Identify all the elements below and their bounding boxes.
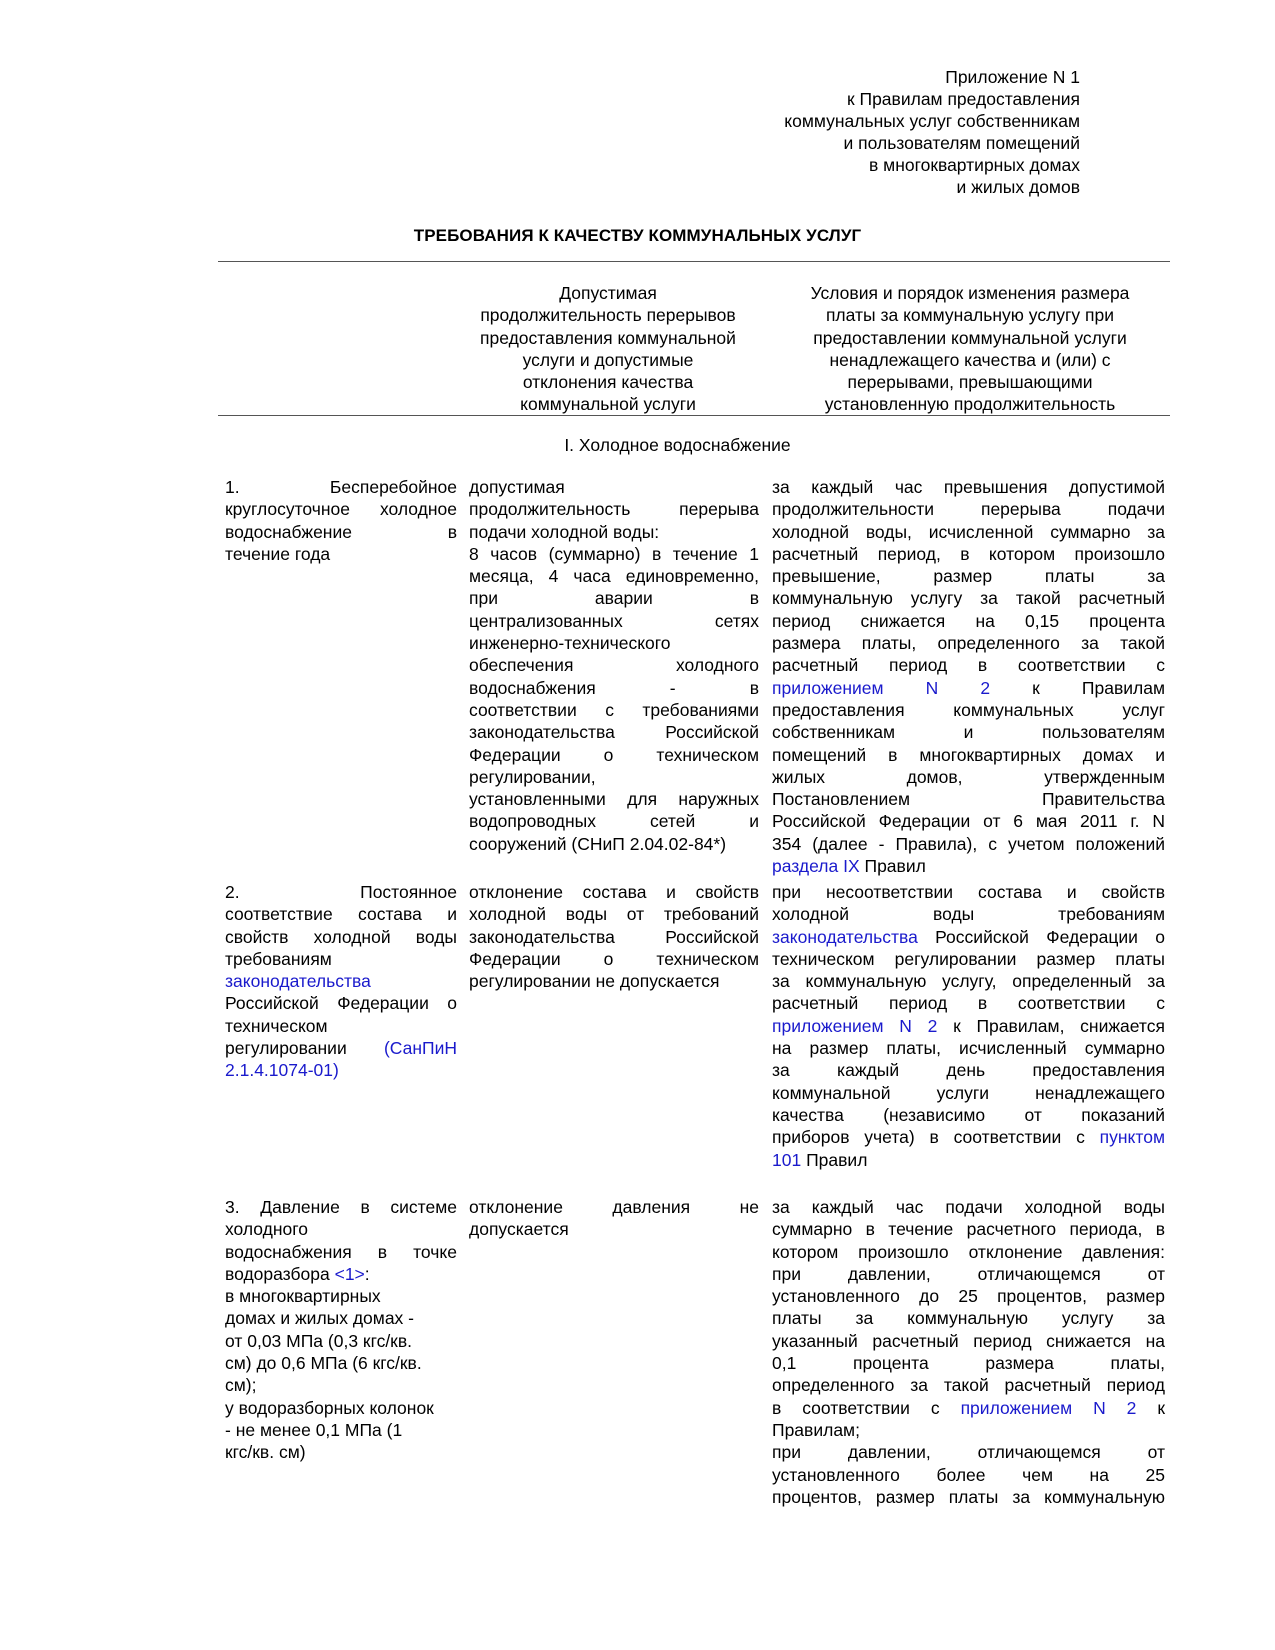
text-line: за каждый день предоставления [772,1060,1165,1081]
text-fragment: регулировании [225,1038,347,1059]
text-line: законодательства Российской [469,722,759,743]
appendix-header [784,66,1080,198]
text-line: круглосуточное холодное [225,499,457,520]
text-line: Правилам; [772,1419,860,1440]
section-ix-link[interactable]: раздела IX [772,856,860,877]
text-line: свойств холодной воды [225,926,457,947]
header-line: коммунальной услуги [520,394,696,415]
text-line: домах и жилых домах - [225,1308,414,1329]
text-line: период снижается на 0,15 процента [772,610,1165,631]
row2-service [225,881,457,1082]
header-line: перерывами, превышающими [847,372,1093,393]
text-line: месяца, 4 часа единовременно, [469,566,759,587]
text-line [772,677,1165,699]
text-line: Федерации о техническом [469,948,759,969]
text-fragment: к Правилам [1032,677,1165,698]
row3-payment-conditions [772,1196,1165,1508]
text-line [772,1126,1165,1148]
text-line: сооружений (СНиП 2.04.02-84*) [469,833,727,854]
text-line: инженерно-технического [469,633,671,654]
sanpin-link-cont[interactable]: 2.1.4.1074-01) [225,1060,339,1081]
text-line: 8 часов (суммарно) в течение 1 [469,543,759,564]
document-title: ТРЕБОВАНИЯ К КАЧЕСТВУ КОММУНАЛЬНЫХ УСЛУГ [413,226,862,245]
text-line: регулировании не допускается [469,971,720,992]
text-line: соответствии с требованиями [469,699,759,720]
table-top-rule [218,261,1170,262]
header-line: предоставлении коммунальной услуги [813,327,1127,348]
text-line: Федерации о техническом [469,744,759,765]
header-line: Допустимая [559,283,657,303]
header-line: услуги и допустимые [522,349,694,370]
appendix-2-link[interactable]: приложением N 2 [772,677,991,698]
header-bottom-rule [218,415,1170,416]
legislation-link[interactable]: законодательства [225,971,371,992]
text-fragment: к [1157,1397,1165,1418]
text-line: отклонение давления не [469,1197,759,1217]
appendix-line: и пользователям помещений [843,133,1080,153]
text-line: холодной воды, исчисленной суммарно за [772,521,1165,542]
text-line: 1. Бесперебойное [225,477,457,497]
appendix-line: в многоквартирных домах [869,155,1080,175]
row1-service [225,476,457,565]
header-line: платы за коммунальную услугу при [825,305,1115,326]
text-line: 0,1 процента размера платы, [772,1353,1165,1374]
text-line: при давлении, отличающемся от [772,1263,1165,1284]
text-line: законодательства Российской [469,926,759,947]
text-line [225,1059,457,1081]
section-heading: I. Холодное водоснабжение [564,435,791,455]
text-line: Российской Федерации от 6 мая 2011 г. N [772,811,1165,832]
text-line: холодной воды требованиям [772,904,1165,925]
text-line: Постановлением Правительства [772,789,1165,810]
text-line: холодного [225,1219,308,1240]
text-line: в многоквартирных [225,1286,381,1307]
text-line: допустимая [469,477,565,497]
text-line: за каждый час подачи холодной воды [772,1197,1165,1217]
clause-101-link[interactable]: пунктом [1099,1127,1165,1148]
text-line: подачи холодной воды: [469,521,660,542]
legislation-link[interactable]: законодательства [772,926,918,947]
text-line: Российской Федерации о [225,993,457,1014]
text-line: - не менее 0,1 МПа (1 [225,1419,403,1440]
text-line: коммунальной услуги ненадлежащего [772,1082,1165,1103]
appendix-line: и жилых домов [956,177,1080,197]
appendix-2-link[interactable]: приложением N 2 [772,1015,938,1036]
sanpin-link[interactable]: (СанПиН [383,1038,457,1059]
text-line: на размер платы, исчисленный суммарно [772,1038,1165,1059]
text-line: техническом [225,1015,328,1036]
text-line: водоснабжение в [225,521,457,542]
text-line: жилых домов, утвержденным [772,766,1165,787]
text-line: за каждый час превышения допустимой [772,477,1165,497]
text-line: расчетный период, в котором произошло [772,543,1165,564]
text-line: за коммунальную услугу, определенный за [772,971,1165,992]
text-line: при несоответствии состава и свойств [772,882,1165,902]
text-line: течение года [225,543,331,564]
text-line: установленными для наружных [469,789,759,810]
text-fragment: Правил [806,1149,868,1170]
text-line: платы за коммунальную услугу за [772,1308,1165,1329]
text-line: указанный расчетный период снижается на [772,1330,1165,1351]
text-line: суммарно в течение расчетного периода, в [772,1219,1165,1240]
text-line: установленного до 25 процентов, размер [772,1286,1165,1307]
text-fragment: в соответствии с [772,1397,940,1418]
header-line: установленную продолжительность [824,394,1116,415]
text-line: установленного более чем на 25 [772,1464,1165,1485]
text-line: определенного за такой расчетный период [772,1375,1165,1396]
row1-allowed-interruption [469,476,759,855]
row3-allowed-deviation [469,1196,759,1241]
appendix-line: коммунальных услуг собственникам [784,111,1080,131]
text-line: расчетный период в соответствии с [772,993,1165,1014]
text-line [772,855,1165,877]
text-line: расчетный период в соответствии с [772,655,1165,676]
text-line: водопроводных сетей и [469,811,759,832]
text-line: водоснабжения - в [469,677,759,698]
header-col2 [458,282,758,416]
text-line: требованиям [225,948,332,969]
header-line: продолжительность перерывов [480,305,736,326]
text-line: водоснабжения в точке [225,1241,457,1262]
clause-101-link-cont[interactable]: 101 [772,1149,802,1170]
footnote-1-link[interactable]: <1> [334,1263,365,1284]
appendix-2-link[interactable]: приложением N 2 [960,1397,1137,1418]
text-line [772,1397,1165,1419]
text-line: обеспечения холодного [469,655,759,676]
text-line: продолжительности перерыва подачи [772,499,1165,520]
header-line: ненадлежащего качества и (или) с [829,349,1111,370]
text-line [772,926,1165,948]
text-line: предоставления коммунальных услуг [772,699,1165,720]
text-line: у водоразборных колонок [225,1397,434,1418]
text-line [225,970,457,992]
row2-payment-conditions [772,881,1165,1171]
text-line: соответствие состава и [225,904,457,925]
text-line: коммунальную услугу за такой расчетный [772,588,1165,609]
text-line: продолжительность перерыва [469,499,759,520]
text-line: 3. Давление в системе [225,1197,457,1217]
header-col3 [770,282,1170,416]
text-line: см); [225,1375,257,1396]
text-line: кгс/кв. см) [225,1442,306,1463]
text-line: от 0,03 МПа (0,3 кгс/кв. [225,1330,412,1351]
text-fragment: Правил [864,856,926,877]
appendix-line: Приложение N 1 [945,67,1080,87]
text-line: собственникам и пользователям [772,722,1165,743]
header-line: предоставления коммунальной [480,327,736,348]
text-line: размера платы, определенного за такой [772,633,1165,654]
row2-allowed-deviation [469,881,759,992]
text-line: техническом регулировании размер платы [772,948,1165,969]
text-line [225,1263,457,1285]
text-line: при давлении, отличающемся от [772,1442,1165,1463]
text-line [225,1037,457,1059]
text-line: допускается [469,1219,569,1240]
header-line: отклонения качества [522,372,694,393]
text-line: 2. Постоянное [225,882,457,902]
text-line: отклонение состава и свойств [469,882,759,902]
text-line: см) до 0,6 МПа (6 кгс/кв. [225,1353,422,1374]
text-fragment: приборов учета) в соответствии с [772,1127,1085,1148]
text-fragment: Российской Федерации о [935,926,1165,947]
text-line: при аварии в [469,588,759,609]
header-line: Условия и порядок изменения размера [810,283,1130,303]
text-line: помещений в многоквартирных домах и [772,744,1165,765]
text-line: качества (независимо от показаний [772,1104,1165,1125]
text-line: превышение, размер платы за [772,566,1165,587]
text-line: процентов, размер платы за коммунальную [772,1486,1165,1507]
appendix-line: к Правилам предоставления [846,89,1080,109]
text-fragment: водоразбора [225,1263,330,1284]
text-line [772,1149,1165,1171]
text-line [772,1015,1165,1037]
text-line: централизованных сетях [469,610,759,631]
row1-payment-conditions [772,476,1165,877]
text-fragment: к Правилам, снижается [953,1015,1165,1036]
text-line: 354 (далее - Правила), с учетом положений [772,833,1165,854]
text-fragment: : [364,1263,370,1284]
row3-service [225,1196,457,1464]
text-line: холодной воды от требований [469,904,759,925]
text-line: котором произошло отклонение давления: [772,1241,1165,1262]
text-line: регулировании, [469,766,596,787]
